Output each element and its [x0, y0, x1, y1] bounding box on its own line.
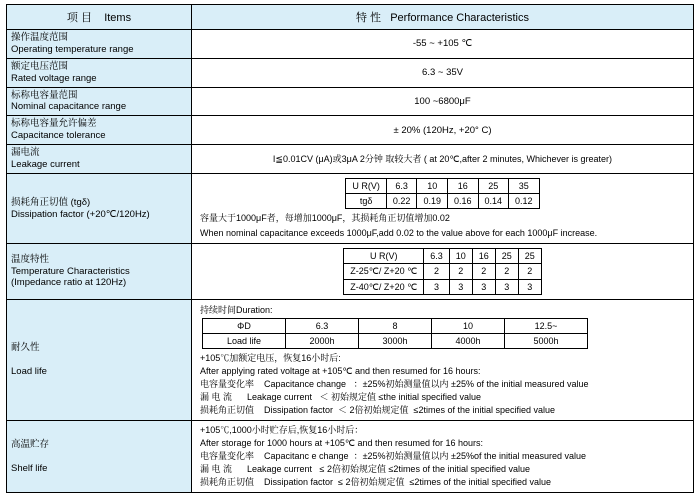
label-cn: 漏电流: [11, 147, 40, 158]
inner-row: [344, 264, 542, 279]
cell-ur-25v: 25: [495, 249, 518, 264]
row-label-temperature-characteristics: [7, 244, 192, 299]
row-label-operating-temperature: [7, 30, 192, 59]
row-label-shelf-life: [7, 421, 192, 493]
label-en: Rated voltage range: [11, 72, 97, 84]
row-label-nominal-capacitance: [7, 87, 192, 116]
cell-ur-6v3: 6.3: [424, 249, 450, 264]
table-row-shelf-life: [7, 421, 694, 493]
table-header-row: [7, 5, 694, 30]
cell-z40-1: 3: [424, 279, 450, 294]
label-cn: 耐久性: [11, 342, 40, 354]
cell-loadlife-label: Load life: [203, 333, 286, 348]
cell-loadlife-1: 2000h: [286, 333, 359, 348]
endurance-inner-table: [202, 318, 588, 349]
cell-z40-3: 3: [472, 279, 495, 294]
cell-z25-label: Z-25℃/ Z+20 ℃: [344, 264, 424, 279]
endurance-line-1: +105℃加额定电压，恢复16小时后:: [200, 353, 341, 364]
table-row: [7, 87, 694, 116]
label-cn: 温度特性: [11, 253, 50, 265]
inner-row: [346, 193, 539, 208]
dissipation-note-cn: 容量大于1000μF者，每增加1000μF，其损耗角正切值增加0.02: [200, 213, 450, 224]
cell-tgd: tgδ: [346, 193, 387, 208]
cell-phid: ΦD: [203, 318, 286, 333]
header-characteristics-cell: [192, 5, 694, 30]
table-row: [7, 30, 694, 59]
cell-loadlife-3: 4000h: [432, 333, 505, 348]
endurance-line-3: 电容量变化率 Capacitance change ：±25%初始测量值以内 ±25% of the initial measured value: [200, 379, 589, 390]
cell-tgd-10v: 0.19: [417, 193, 448, 208]
endurance-notes: [196, 351, 689, 418]
row-value-operating-temperature: -55 ~ +105 ℃: [192, 30, 694, 59]
label-cn: 标称电容量允许偏差: [11, 118, 97, 130]
label-cn: 操作温度范围: [11, 32, 69, 43]
shelf-line-1: +105℃,1000小时贮存后,恢复16小时后：: [200, 425, 364, 436]
header-characteristics-en: Performance Characteristics: [390, 12, 529, 24]
shelf-line-4: 漏 电 流 Leakage current ≤ 2倍初始规定值 ≤2times of the initial specified value: [200, 464, 531, 475]
label-en: Capacitance tolerance: [11, 130, 106, 142]
table-row: [7, 145, 694, 174]
cell-ur-10v: 10: [417, 178, 448, 193]
row-label-capacitance-tolerance: [7, 116, 192, 145]
specification-table: [6, 4, 694, 493]
label-cn: 额定电压范围: [11, 60, 69, 72]
cell-z40-label: Z-40℃/ Z+20 ℃: [344, 279, 424, 294]
endurance-line-2: After applying rated voltage at +105℃ and then resumed for 16 hours:: [200, 366, 481, 377]
cell-ur-25v-b: 25: [518, 249, 541, 264]
cell-phid-125: 12.5~: [505, 318, 588, 333]
row-value-rated-voltage: 6.3 ~ 35V: [192, 58, 694, 87]
cell-ur-25v: 25: [478, 178, 509, 193]
cell-phid-6v3: 6.3: [286, 318, 359, 333]
dissipation-inner-table: [345, 178, 539, 209]
cell-z40-5: 3: [518, 279, 541, 294]
row-value-leakage-current: I≦0.01CV (μA)或3μA 2分钟 取较大者 ( at 20℃,after 2 minutes, Whichever is greater): [192, 145, 694, 174]
cell-ur-16v: 16: [472, 249, 495, 264]
cell-tgd-25v: 0.14: [478, 193, 509, 208]
row-value-capacitance-tolerance: ± 20% (120Hz, +20° C): [192, 116, 694, 145]
cell-tgd-6v3: 0.22: [386, 193, 417, 208]
duration-title: 持续时间Duration:: [200, 304, 273, 315]
inner-row: [346, 178, 539, 193]
cell-phid-10: 10: [432, 318, 505, 333]
inner-row: [344, 249, 542, 264]
label-en: Dissipation factor (+20℃/120Hz): [11, 208, 150, 220]
inner-row: [203, 318, 588, 333]
row-value-temperature-characteristics: [192, 244, 694, 299]
row-value-shelf-life: [192, 421, 694, 493]
cell-tgd-35v: 0.12: [509, 193, 540, 208]
row-label-leakage-current: [7, 145, 192, 174]
label-cn: 标称电容量范围: [11, 89, 78, 101]
table-row-temperature: [7, 244, 694, 299]
shelf-line-2: After storage for 1000 hours at +105℃ and then resumed for 16 hours:: [200, 438, 484, 449]
row-value-nominal-capacitance: 100 ~6800μF: [192, 87, 694, 116]
cell-z25-3: 2: [472, 264, 495, 279]
cell-ur: U R(V): [346, 178, 387, 193]
cell-ur-6v3: 6.3: [386, 178, 417, 193]
cell-z25-2: 2: [449, 264, 472, 279]
cell-z40-2: 3: [449, 279, 472, 294]
label-en: Load life: [11, 365, 47, 377]
cell-ur: U R(V): [344, 249, 424, 264]
table-row: [7, 116, 694, 145]
inner-row: [203, 333, 588, 348]
header-items-cn: 项 目: [66, 12, 92, 24]
cell-phid-8: 8: [359, 318, 432, 333]
cell-z25-1: 2: [424, 264, 450, 279]
inner-row: [344, 279, 542, 294]
dissipation-note-en: When nominal capacitance exceeds 1000μF,add 0.02 to the value above for each 1000μF increase.: [200, 228, 598, 239]
row-label-dissipation-factor: [7, 173, 192, 244]
shelf-line-5: 损耗角正切值 Dissipation factor ≤ 2倍初始规定值 ≤2times of the initial specified value: [200, 477, 551, 488]
row-label-load-life: [7, 299, 192, 421]
label-en: Leakage current: [11, 158, 80, 170]
endurance-line-5: 损耗角正切值 Dissipation factor ＜ 2倍初始规定值 ≤2times of the initial specified value: [200, 405, 556, 416]
header-items-cell: [7, 5, 192, 30]
label-cn: 高温贮存: [11, 439, 50, 451]
table-row-endurance: [7, 299, 694, 421]
header-characteristics-cn: 特 性: [355, 12, 382, 24]
shelf-line-3: 电容量变化率 Capacitanc e change ：±25%初始测量值以内 ±25%of the initial measured value: [200, 451, 587, 462]
row-value-load-life: [192, 299, 694, 421]
cell-loadlife-4: 5000h: [505, 333, 588, 348]
cell-ur-10v: 10: [449, 249, 472, 264]
label-en: Nominal capacitance range: [11, 101, 127, 113]
cell-loadlife-2: 3000h: [359, 333, 432, 348]
label-en: Operating temperature range: [11, 43, 134, 55]
header-items-en: Items: [104, 12, 132, 24]
table-row-dissipation: [7, 173, 694, 244]
row-value-dissipation-factor: [192, 173, 694, 244]
shelf-notes: [196, 423, 689, 490]
cell-z25-4: 2: [495, 264, 518, 279]
label-cn: 损耗角正切值 (tgδ): [11, 196, 91, 208]
cell-ur-16v: 16: [447, 178, 478, 193]
table-row: [7, 58, 694, 87]
cell-ur-35v: 35: [509, 178, 540, 193]
label-en: Temperature Characteristics: [11, 265, 130, 277]
label-en-2: (Impedance ratio at 120Hz): [11, 277, 127, 289]
label-en: Shelf life: [11, 462, 48, 474]
cell-z40-4: 3: [495, 279, 518, 294]
cell-tgd-16v: 0.16: [447, 193, 478, 208]
row-label-rated-voltage: [7, 58, 192, 87]
endurance-line-4: 漏 电 流 Leakage current ＜ 初始规定值 ≤the initial specified value: [200, 392, 482, 403]
temperature-inner-table: [343, 248, 542, 294]
cell-z25-5: 2: [518, 264, 541, 279]
